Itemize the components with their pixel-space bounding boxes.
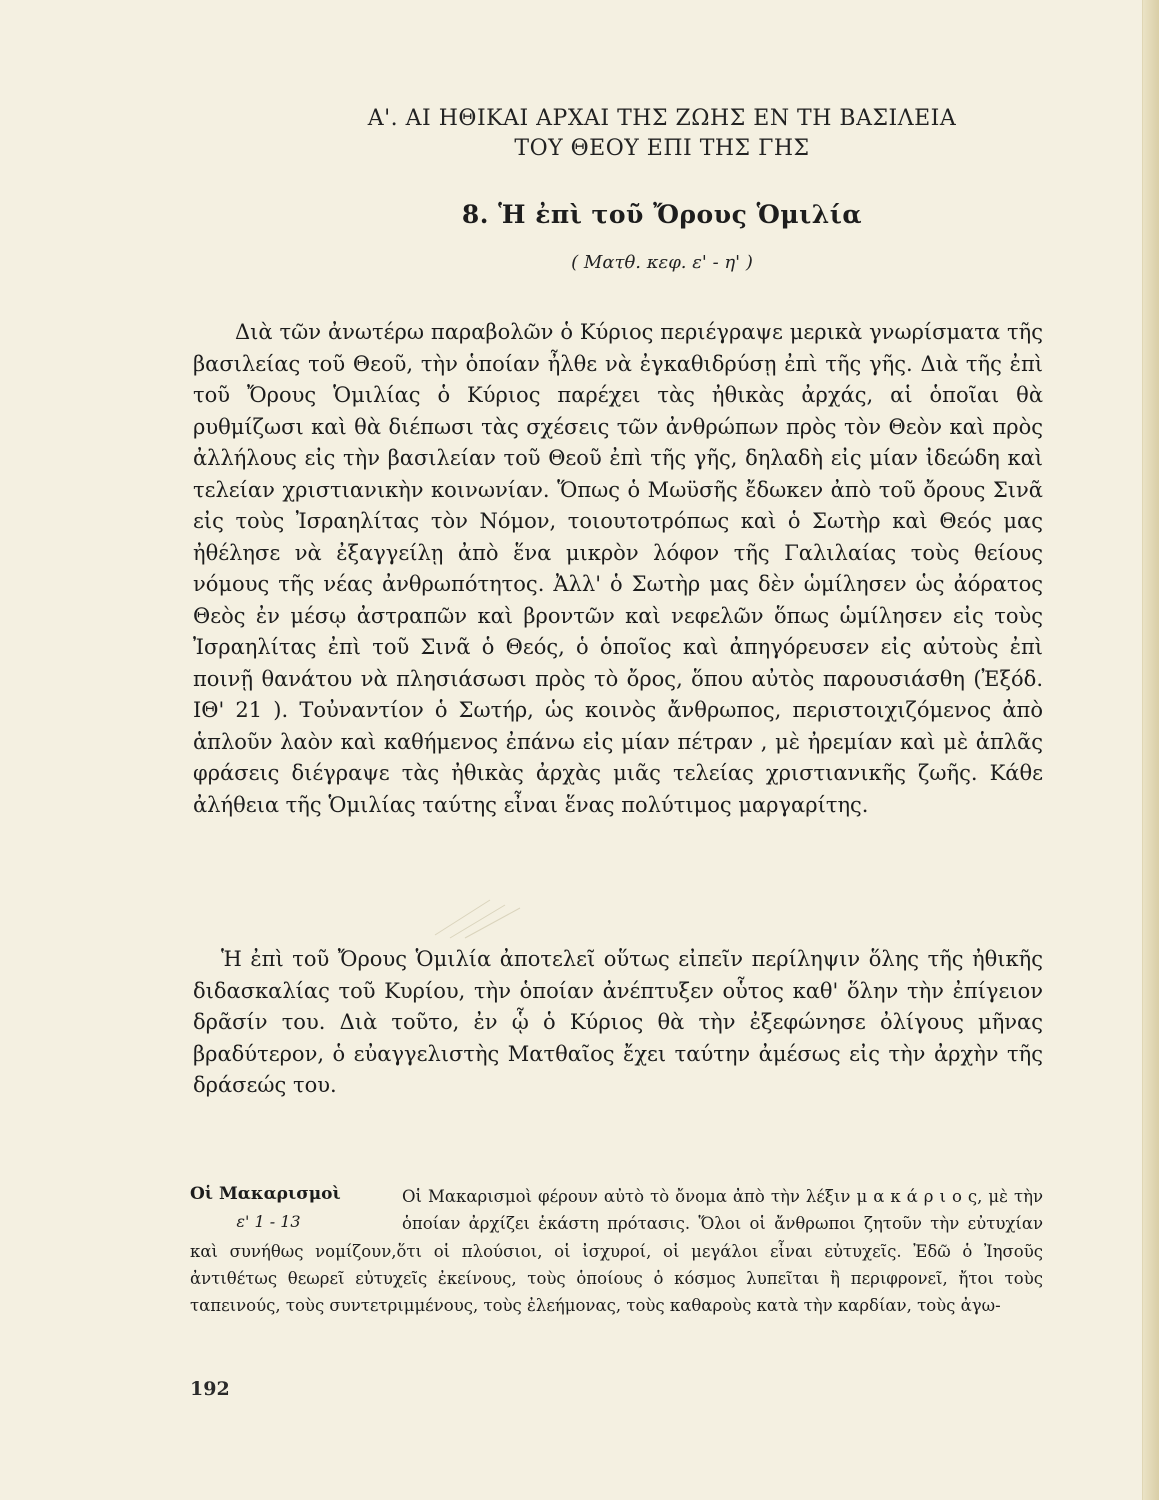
body-paragraph-2: Ἡ ἐπὶ τοῦ Ὄρους Ὁμιλία ἀποτελεῖ οὕτως εἰπεῖν περίληψιν ὅλης τῆς ἠθικῆς διδασκαλίας τοῦ Κυρίου, τὴν ὁποίαν ἀνέπτυξεν οὗτος καθ' ὅλην τὴν ἐπίγειον δρᾶσίν του. Διὰ τοῦτο, ἐν ᾧ ὁ Κύριος θὰ τὴν ἐξεφώνησε ὀλίγους μῆνας βραδύτερον, ὁ εὐαγγελιστὴς Ματθαῖος ἔχει ταύτην ἀμέσως εἰς τὴν ἀρχὴν τῆς δράσεώς του. xyxy=(193,947,1043,1097)
pencil-mark xyxy=(430,880,550,940)
page-edge xyxy=(1142,0,1159,1500)
page-number: 192 xyxy=(190,1378,230,1400)
margin-note-title: Οἱ Μακαρισμοὶ xyxy=(190,1184,341,1204)
section-title: 8. Ἡ ἐπὶ τοῦ Ὄρους Ὁμιλία xyxy=(461,200,863,229)
section-reference: ( Ματθ. κεφ. ε' - η' ) xyxy=(571,252,753,273)
chapter-heading-line-1: Α'. ΑΙ ΗΘΙΚΑΙ ΑΡΧΑΙ ΤΗΣ ΖΩΗΣ ΕΝ ΤΗ ΒΑΣΙΛΕΙΑ xyxy=(367,106,957,131)
beatitudes-text: Οἱ Μακαρισμοὶ φέρουν αὐτὸ τὸ ὄνομα ἀπὸ τὴν λέξιν μ α κ ά ρ ι ο ς, μὲ τὴν ὁποίαν ἀρχίζει ἑκάστη πρότασις. Ὅλοι οἱ ἄνθρωποι ζητοῦν τὴν εὐτυχίαν καὶ συνήθως νομίζουν,ὅτι οἱ πλούσιοι, οἱ ἰσχυροί, οἱ μεγάλοι εἶναι εὐτυχεῖς. Ἐδῶ ὁ Ἰησοῦς ἀντιθέτως θεωρεῖ εὐτυχεῖς ἐκείνους, τοὺς ὁποίους ὁ κόσμος λυπεῖται ἢ περιφρονεῖ, ἤτοι τοὺς ταπεινούς, τοὺς συντετριμμένους, τοὺς ἐλεήμονας, τοὺς καθαροὺς κατὰ τὴν καρδίαν, τοὺς ἀγω- xyxy=(190,1187,1043,1316)
margin-note-reference: ε' 1 - 13 xyxy=(236,1212,301,1231)
beatitudes-paragraph xyxy=(190,1183,1043,1319)
chapter-heading-line-2: ΤΟΥ ΘΕΟΥ ΕΠΙ ΤΗΣ ΓΗΣ xyxy=(514,136,810,161)
body-paragraph-1: Διὰ τῶν ἀνωτέρω παραβολῶν ὁ Κύριος περιέγραψε μερικὰ γνωρίσματα τῆς βασιλείας τοῦ Θεοῦ, τὴν ὁποίαν ἦλθε νὰ ἐγκαθιδρύσῃ ἐπὶ τῆς γῆς. Διὰ τῆς ἐπὶ τοῦ Ὄρους Ὁμιλίας ὁ Κύριος παρέχει τὰς ἠθικὰς ἀρχάς, αἱ ὁποῖαι θὰ ρυθμίζωσι καὶ θὰ διέπωσι τὰς σχέσεις τῶν ἀνθρώπων πρὸς τὸν Θεὸν καὶ πρὸς ἀλλήλους εἰς τὴν βασιλείαν τοῦ Θεοῦ ἐπὶ τῆς γῆς, δηλαδὴ εἰς μίαν ἰδεώδη καὶ τελείαν χριστιανικὴν κοινωνίαν. Ὅπως ὁ Μωϋσῆς ἔδωκεν ἀπὸ τοῦ ὄρους Σινᾶ εἰς τοὺς Ἰσραηλίτας τὸν Νόμον, τοιουτοτρόπως καὶ ὁ Σωτὴρ καὶ Θεός μας ἠθέλησε νὰ ἐξαγγείλῃ ἀπὸ ἕνα μικρὸν λόφον τῆς Γαλιλαίας τοὺς θείους νόμους τῆς νέας ἀνθρωπότητος. Ἀλλ' ὁ Σωτὴρ μας δὲν ὡμίλησεν ὡς ἀόρατος Θεὸς ἐν μέσῳ ἀστραπῶν καὶ βροντῶν καὶ νεφελῶν ὅπως ὡμίλησεν εἰς τοὺς Ἰσραηλίτας ἐπὶ τοῦ Σινᾶ ὁ Θεός, ὁ ὁποῖος καὶ ἀπηγόρευσεν εἰς αὐτοὺς ἐπὶ ποινῇ θανάτου νὰ πλησιάσωσι πρὸς τὸ ὄρος, ὅπου αὐτὸς παρουσιάσθη (Ἐξόδ. ΙΘ' 21 ). Τοὐναντίον ὁ Σωτήρ, ὡς κοινὸς ἄνθρωπος, περιστοιχιζόμενος ἀπὸ ἁπλοῦν λαὸν καὶ καθήμενος ἐπάνω εἰς μίαν πέτραν , μὲ ἠρεμίαν καὶ μὲ ἁπλᾶς φράσεις διέγραψε τὰς ἠθικὰς ἀρχὰς μιᾶς τελείας χριστιανικῆς ζωῆς. Κάθε ἀλήθεια τῆς Ὁμιλίας ταύτης εἶναι ἕνας πολύτιμος μαργαρίτης. xyxy=(193,320,1043,817)
margin-note-spacer xyxy=(190,1183,402,1237)
